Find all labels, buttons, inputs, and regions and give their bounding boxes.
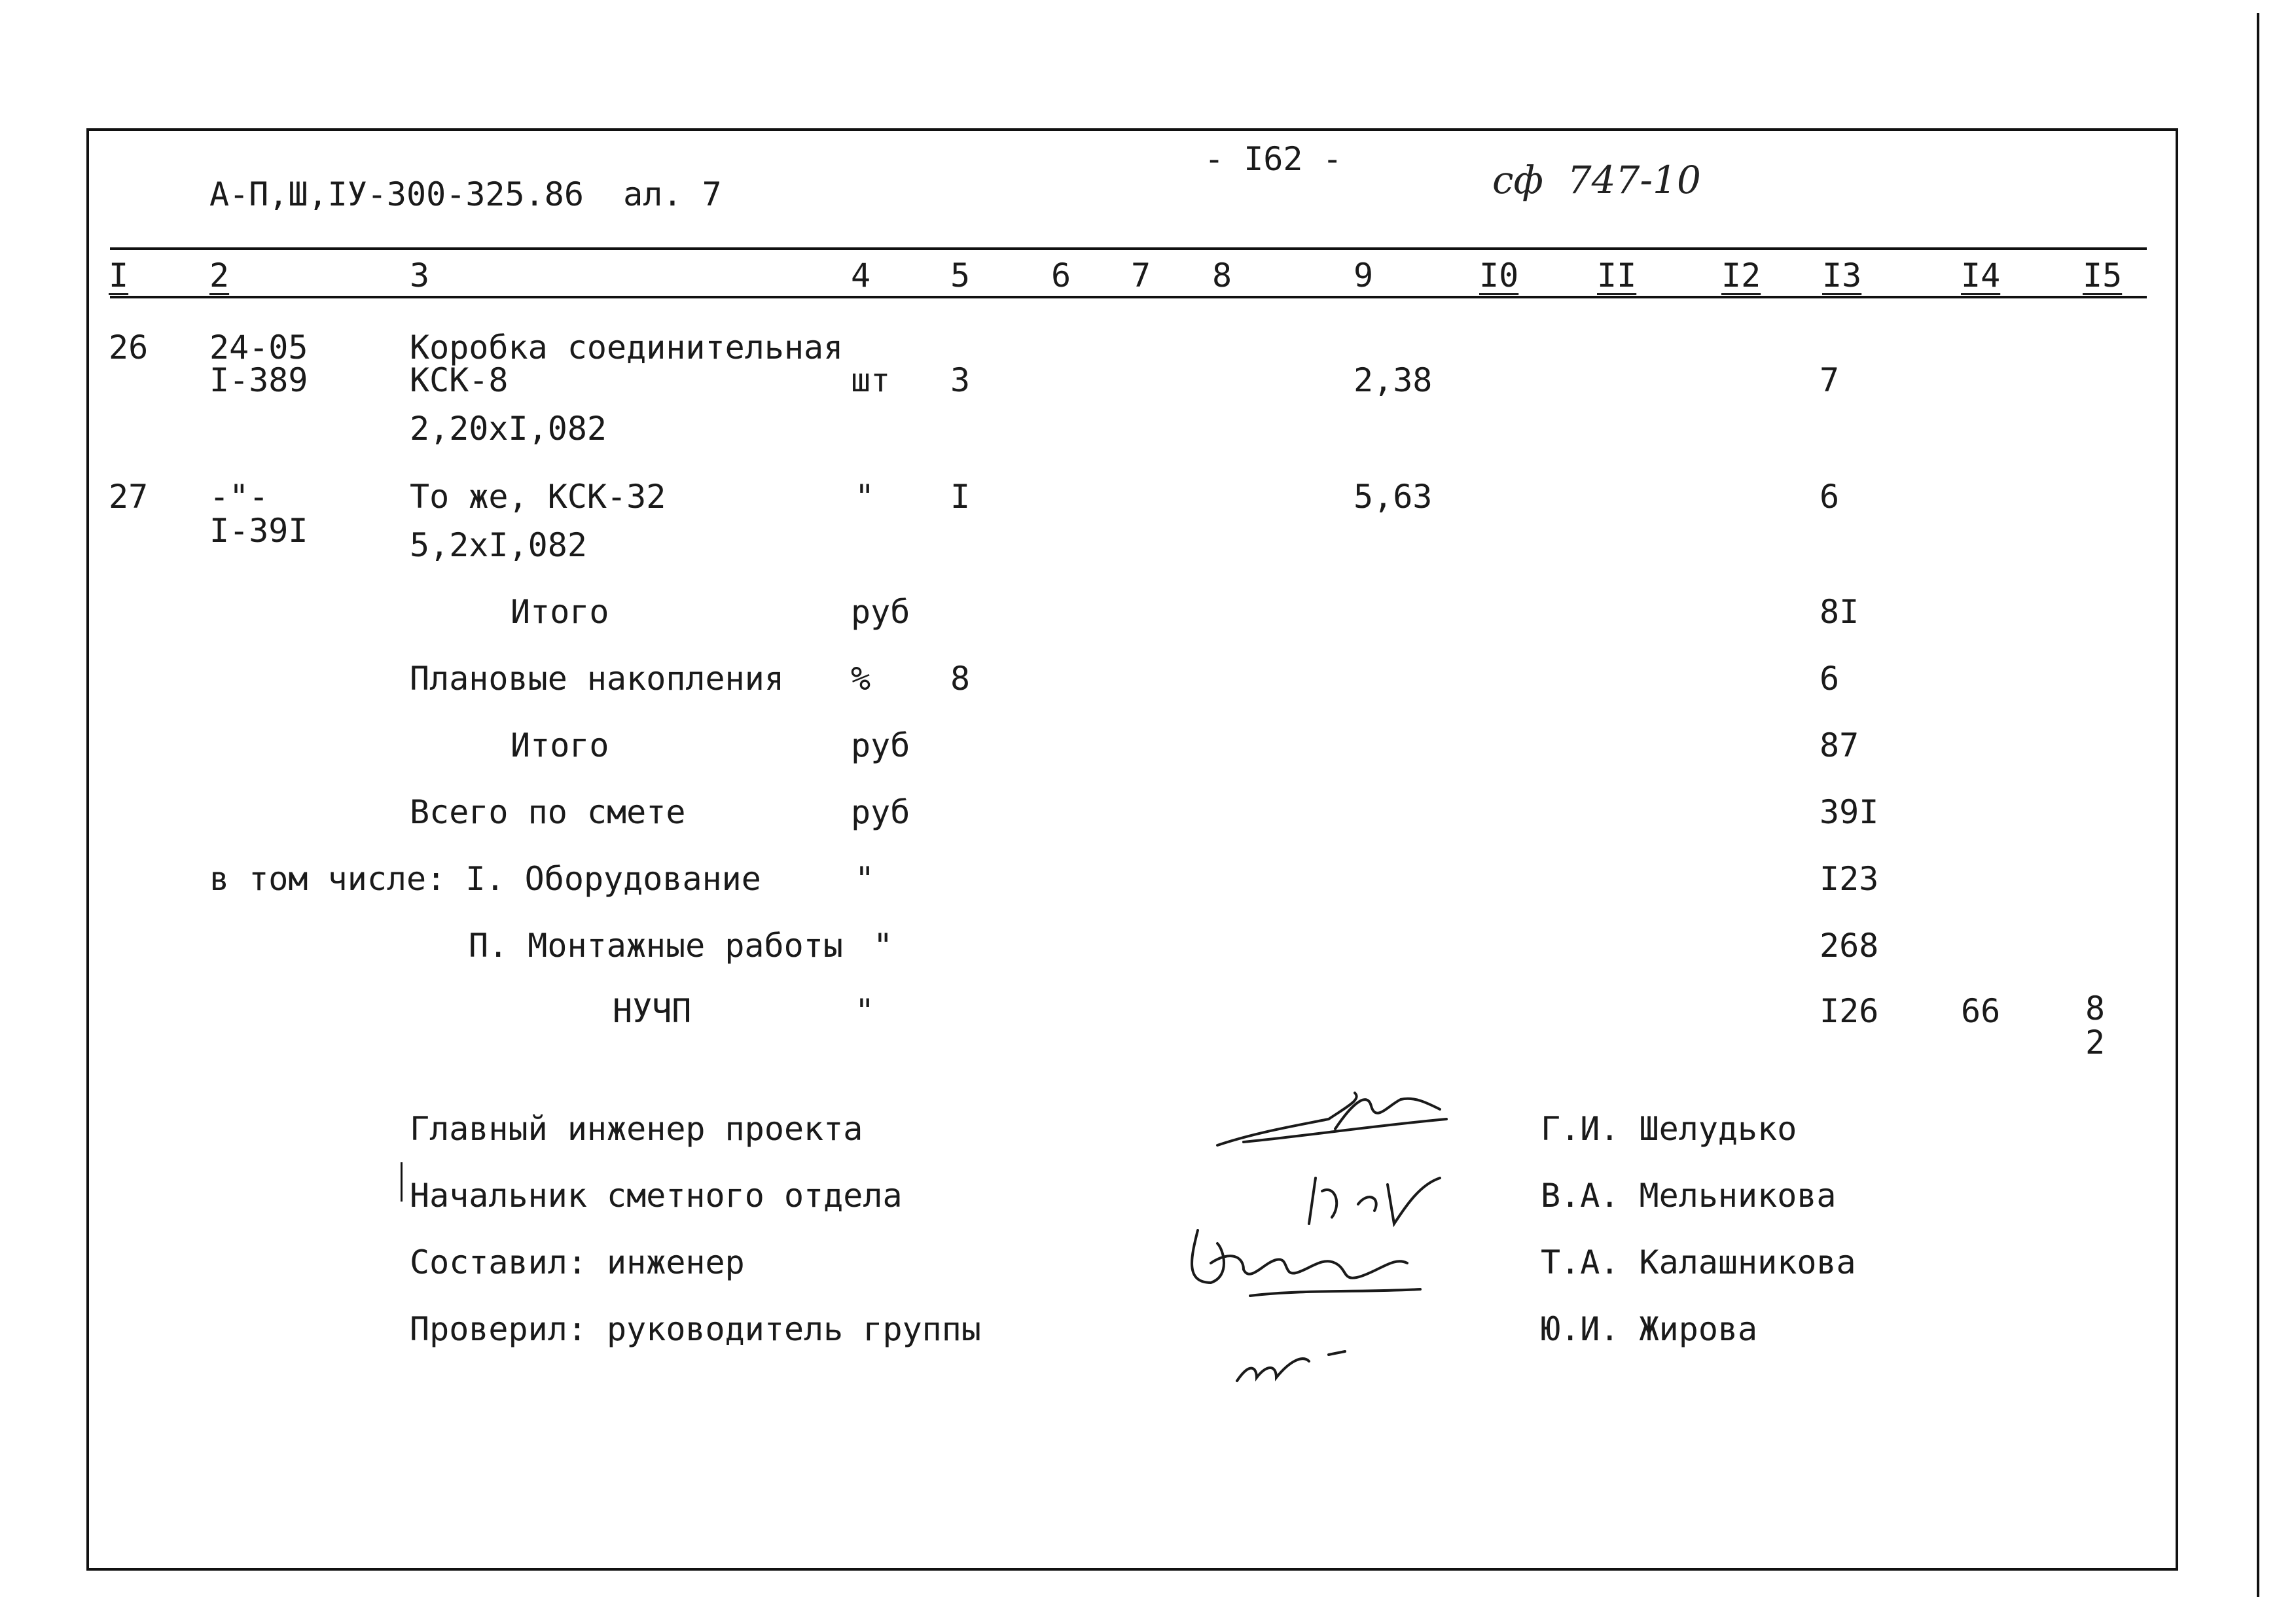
summary-unit: руб [851, 593, 910, 631]
signer-title: Главный инженер проекта [410, 1110, 863, 1148]
row-unit: " [855, 478, 875, 516]
summary-total: 87 [1820, 726, 1859, 764]
column-number: I [109, 257, 129, 294]
summary-col14: 66 [1961, 992, 2001, 1030]
summary-col15-top: 8 [2085, 990, 2106, 1027]
summary-unit: " [855, 992, 875, 1030]
column-number: I3 [1822, 257, 1862, 294]
summary-label: Итого [511, 726, 609, 764]
row-number: 26 [109, 329, 149, 366]
summary-unit: руб [851, 793, 910, 831]
summary-col15-bottom: 2 [2085, 1024, 2106, 1061]
column-number: 6 [1051, 257, 1071, 294]
summary-label: Всего по смете [410, 793, 686, 831]
row-code-line: I-39I [209, 512, 308, 550]
column-number: 7 [1131, 257, 1151, 294]
page-frame [86, 128, 2178, 1571]
signer-title: Проверил: руководитель группы [410, 1310, 981, 1348]
row-name-line: Коробка соединительная [410, 329, 844, 366]
column-number: 9 [1354, 257, 1374, 294]
signature-scribble [1204, 1080, 1453, 1165]
row-code-line: 24-05 [209, 329, 308, 366]
row-name-line: 5,2хI,082 [410, 526, 587, 564]
summary-label: НУЧП [613, 992, 692, 1030]
signer-title: Составил: инженер [410, 1243, 745, 1281]
signer-name: Т.А. Калашникова [1541, 1243, 1856, 1281]
row-unit-price: 2,38 [1354, 361, 1433, 399]
summary-label: Плановые накопления [410, 660, 784, 698]
signer-name: В.А. Мельникова [1541, 1177, 1837, 1215]
row-name-line: КСК-8 [410, 361, 509, 399]
column-number: 3 [410, 257, 430, 294]
summary-total: 8I [1820, 593, 1859, 631]
column-number: I2 [1721, 257, 1761, 294]
summary-total: I23 [1820, 860, 1879, 898]
row-code-line: I-389 [209, 361, 308, 399]
row-quantity: 3 [950, 361, 971, 399]
signer-name: Ю.И. Жирова [1541, 1310, 1758, 1348]
column-number: 2 [209, 257, 230, 294]
page-number: - I62 - [1204, 140, 1342, 178]
document-designation: А-П,Ш,IУ-300-325.86 ал. 7 [209, 175, 722, 213]
summary-total: 39I [1820, 793, 1879, 831]
summary-total: 268 [1820, 927, 1879, 965]
signature-scribble [1172, 1211, 1446, 1302]
summary-unit: " [855, 860, 875, 898]
column-number: 5 [950, 257, 971, 294]
summary-rate: 8 [950, 660, 971, 698]
summary-total: 6 [1820, 660, 1840, 698]
row-total: 6 [1820, 478, 1840, 516]
column-number: 4 [851, 257, 871, 294]
summary-label: Итого [511, 593, 609, 631]
table-header-bottom-rule [110, 296, 2147, 298]
column-number: II [1597, 257, 1637, 294]
summary-unit: " [873, 927, 893, 965]
row-name-line: 2,20хI,082 [410, 410, 607, 448]
summary-unit: % [851, 660, 871, 698]
row-name-line: То же, КСК-32 [410, 478, 666, 516]
row-unit-price: 5,63 [1354, 478, 1433, 516]
row-total: 7 [1820, 361, 1840, 399]
summary-label: в том числе: I. Оборудование [209, 860, 761, 898]
column-number: I5 [2083, 257, 2123, 294]
column-number: 8 [1212, 257, 1232, 294]
row-number: 27 [109, 478, 149, 516]
signer-name: Г.И. Шелудько [1541, 1110, 1797, 1148]
row-quantity: I [950, 478, 971, 516]
row-code-line: -"- [209, 478, 269, 516]
table-top-rule [110, 247, 2147, 250]
margin-tick [401, 1162, 403, 1202]
handwritten-code: сф 747-10 [1492, 158, 1701, 202]
signature-scribble [1230, 1335, 1361, 1394]
summary-total: I26 [1820, 992, 1879, 1030]
signer-title: Начальник сметного отдела [410, 1177, 903, 1215]
row-unit: шт [851, 361, 891, 399]
column-number: I4 [1961, 257, 2001, 294]
column-number: I0 [1479, 257, 1519, 294]
summary-unit: руб [851, 726, 910, 764]
summary-label: П. Монтажные работы [469, 927, 843, 965]
binding-line [2257, 13, 2259, 1597]
